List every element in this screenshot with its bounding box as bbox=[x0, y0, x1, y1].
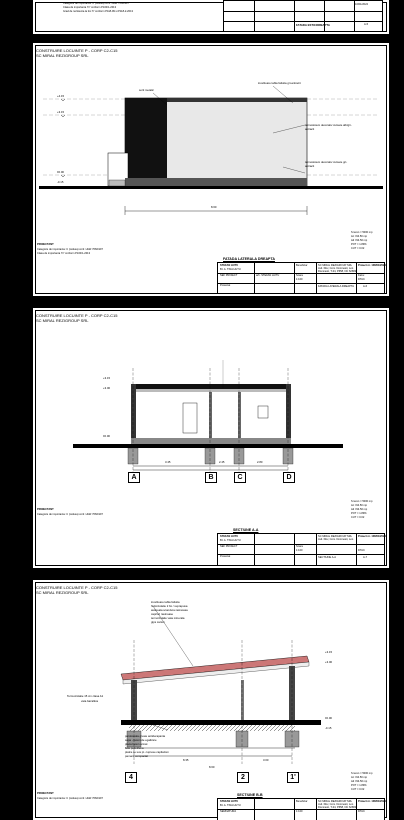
title-block bbox=[217, 262, 385, 294]
axis-bubble-c: C bbox=[234, 472, 246, 483]
legend-line: Grad de rezistenta la foc 'II' conform P118-99 si P118-2-2013 bbox=[63, 10, 133, 13]
area-stat: CUT = 0.02 bbox=[351, 788, 365, 791]
team-heading: PROIECTANT bbox=[37, 508, 54, 511]
beneficiary-name: SC MIRAL REZIGROUP SRL bbox=[36, 590, 89, 595]
floor-note: pardoseala gresie antiderapanta bbox=[125, 734, 166, 738]
architect-name: arh. STEFAN HUTU bbox=[256, 274, 280, 277]
floor-note: folie polietilena bbox=[125, 746, 144, 750]
roof-note: termoizolatie vata minerala bbox=[151, 616, 185, 620]
scale-label: Scara bbox=[296, 274, 303, 277]
level-mark: +3.00 bbox=[325, 660, 333, 664]
dimension: 8.35 bbox=[183, 758, 189, 762]
beneficiary-name: SC MIRAL REZIGROUP SRL bbox=[36, 53, 89, 58]
axis-bubble-4: 4 bbox=[125, 772, 137, 783]
dimension: 3.45 bbox=[165, 460, 171, 464]
role-label: SEF PROIECT bbox=[220, 545, 238, 548]
legend-line: Clasa de importanta 'IV' conform P100/1-2013 bbox=[37, 252, 91, 255]
level-mark: +4.15 bbox=[57, 94, 65, 98]
drawing-title: FATADA LATERALA DREAPTA bbox=[223, 257, 275, 261]
insulation-note: vata bazaltica bbox=[81, 699, 99, 703]
beneficiary-label: Beneficiar bbox=[296, 800, 308, 803]
facade-drawing bbox=[33, 43, 389, 296]
project-title: CONSTRUIRE LOCUINTE P - CORP C2-C15 bbox=[36, 313, 118, 318]
level-mark: ±0.00 bbox=[57, 170, 64, 174]
drawing-sheet-sectiune-bb bbox=[33, 580, 389, 820]
area-stat: Ad =94.50 mp bbox=[351, 780, 368, 783]
scale-value: 1:100 bbox=[296, 810, 303, 813]
dimension-width: 8.60 bbox=[211, 205, 217, 209]
sheet-number: A-6 bbox=[363, 285, 368, 288]
drawing-ref: SECTIUNE A-A bbox=[318, 556, 337, 559]
floor-note: pamant compactat bbox=[125, 754, 149, 758]
roof-note: invelitoare tabla faltuita bbox=[151, 600, 180, 604]
role-label: Proiectat bbox=[220, 555, 231, 558]
area-stat: POT = 1.89% bbox=[351, 784, 367, 787]
drawing-title: FATADA ESTIC/DREAPTA bbox=[296, 23, 330, 27]
area-stat: Ac =94.50 mp bbox=[351, 504, 368, 507]
insulation-note: Termoizolatie 15 cm clasa A1 bbox=[67, 694, 104, 698]
level-mark: ±0.00 bbox=[103, 434, 110, 438]
floor-note: piatra de sus pt. cuprese capilarism bbox=[125, 750, 169, 754]
level-mark: -0.15 bbox=[103, 444, 110, 448]
dimension: 3.00 bbox=[263, 758, 269, 762]
beneficiary-name: SC MIRAL REZIGROUP SRL bbox=[36, 318, 89, 323]
sheet-number: A-7 bbox=[363, 556, 368, 559]
area-stat: S teren = 5000 mp bbox=[351, 231, 373, 234]
axis-bubble-d: D bbox=[283, 472, 295, 483]
drawing-title: SECTIUNE B-B bbox=[237, 793, 263, 797]
designer-name: STEFAN HUTU bbox=[220, 264, 239, 267]
level-mark: +3.15 bbox=[103, 376, 111, 380]
role-label: SEF PROIECT bbox=[220, 274, 238, 277]
area-stat: POT = 1.89% bbox=[351, 243, 367, 246]
title-block bbox=[223, 0, 383, 32]
address: Jud. Ilfov, Com. Domnesti, Loc. bbox=[318, 267, 354, 270]
level-mark: +3.15 bbox=[325, 650, 333, 654]
level-mark: +3.00 bbox=[103, 386, 111, 390]
level-mark: +3.15 bbox=[57, 110, 65, 114]
level-mark: ±0.00 bbox=[325, 716, 332, 720]
project-date: 10/01/2024 bbox=[355, 3, 368, 6]
phase-value: DTAC bbox=[358, 810, 365, 813]
area-stat: S teren = 5000 mp bbox=[351, 500, 373, 503]
project-title: CONSTRUIRE LOCUINTE P - CORP C2-C15 bbox=[36, 48, 118, 53]
drawing-sheet-fatada-laterala bbox=[33, 43, 389, 296]
beneficiary-label: Beneficiar bbox=[296, 264, 308, 267]
area-stat: Ac =94.50 mp bbox=[351, 235, 368, 238]
area-stat: POT = 1.89% bbox=[351, 512, 367, 515]
address: Jud. Ilfov, Com. Domnesti, Loc. bbox=[318, 803, 354, 806]
drawing-sheet-sectiune-aa bbox=[33, 308, 389, 568]
client-name: SC MIRAL REZIGROUP SRL bbox=[318, 264, 353, 267]
title-block bbox=[217, 533, 385, 566]
client-name: SC MIRAL REZIGROUP SRL bbox=[318, 800, 353, 803]
legend-line: Categorie de importanta: C (redusa) conf. HGR 766/1997 bbox=[63, 2, 129, 5]
annotation-thermal-1: termosistem decorativ culoare alb/gri-antracit bbox=[305, 123, 352, 131]
address: Domnesti, T-34, P658, NC 62682 bbox=[318, 806, 357, 809]
annotation-metal-cornice: sorti metalic bbox=[139, 88, 154, 92]
legend-line: Categorie de importanta: C (redusa) conf. HGR 766/1997 bbox=[37, 513, 103, 516]
level-mark: -0.15 bbox=[57, 180, 64, 184]
roof-note: hidroizolatie 2 foi / suprapusa bbox=[151, 604, 188, 608]
legend-line: Clasa de importanta 'IV' conform P100/1-2013 bbox=[63, 6, 117, 9]
axis-bubble-a: A bbox=[128, 472, 140, 483]
annotation-roofing: invelitoare tabla faltuita gri-antracit bbox=[258, 81, 301, 85]
project-number: Proiect nr. 108/01/2024 bbox=[358, 264, 386, 267]
designer-firm: B.I.A. TINA HUTU bbox=[220, 804, 241, 807]
dimension: 2.80 bbox=[257, 460, 263, 464]
roof-note: gips carton bbox=[151, 620, 165, 624]
sheet-number: A-5 bbox=[364, 23, 369, 26]
axis-bubble-2: 2 bbox=[237, 772, 249, 783]
legend-line: Categorie de importanta: C (redusa) conf. HGR 766/1997 bbox=[37, 248, 103, 251]
area-stat: Ad =94.50 mp bbox=[351, 239, 368, 242]
section-aa-drawing bbox=[33, 308, 389, 568]
dimension-total: 8.60 bbox=[209, 765, 215, 769]
designer-firm: B.I.A. TINA HUTU bbox=[220, 268, 241, 271]
project-number: Proiect nr. 108/01/2024 bbox=[358, 800, 386, 803]
title-block bbox=[217, 798, 385, 820]
legend-line: Categorie de importanta: C (redusa) conf. HGR 766/1997 bbox=[37, 797, 103, 800]
phase-value: DTAC bbox=[358, 549, 365, 552]
area-stat: Ad =94.50 mp bbox=[351, 508, 368, 511]
designer-firm: B.I.A. TINA HUTU bbox=[220, 539, 241, 542]
drawing-ref: FATADA LATERALA DREAPTA bbox=[318, 285, 354, 288]
phase-value: DTAC bbox=[358, 278, 365, 281]
dimension: 2.45 bbox=[219, 460, 225, 464]
floor-note: sapa - beton de egalizare bbox=[125, 738, 157, 742]
address: Jud. Ilfov, Com. Domnesti, Loc. bbox=[318, 538, 354, 541]
phase-label: Faza: bbox=[358, 274, 365, 277]
project-title: CONSTRUIRE LOCUINTE P - CORP C2-C15 bbox=[36, 585, 118, 590]
team-heading: PROIECTANT bbox=[37, 792, 54, 795]
area-stat: CUT = 0.02 bbox=[351, 247, 365, 250]
roof-note: astereala scandura rasinoasa bbox=[151, 608, 188, 612]
annotation-thermal-2: termosistem decorativ culoare gri-antracit bbox=[305, 160, 348, 168]
address: Domnesti, T-34, P658, NC 62682 bbox=[318, 270, 357, 273]
axis-bubble-1prime: 1' bbox=[287, 772, 299, 783]
role-label: SEMNATURA bbox=[220, 810, 237, 813]
role-label: Proiectat bbox=[220, 284, 231, 287]
level-mark: -0.15 bbox=[325, 726, 332, 730]
axis-bubble-b: B bbox=[205, 472, 217, 483]
roof-note: capriori rasinoase bbox=[151, 612, 174, 616]
scale-label: Scara bbox=[296, 545, 303, 548]
area-stat: CUT = 0.02 bbox=[351, 516, 365, 519]
drawing-title: SECTIUNE A-A bbox=[233, 528, 259, 532]
designer-name: STEFAN HUTU bbox=[220, 800, 239, 803]
scale-value: 1:100 bbox=[296, 278, 303, 281]
floor-note: placa beton armat bbox=[125, 742, 148, 746]
scale-value: 1:100 bbox=[296, 549, 303, 552]
drawing-sheet-fatada-estic bbox=[33, 0, 389, 34]
team-heading: PROIECTANT bbox=[37, 243, 54, 246]
area-stat: Ac =94.50 mp bbox=[351, 776, 368, 779]
designer-name: STEFAN HUTU bbox=[220, 535, 239, 538]
client-name: SC MIRAL REZIGROUP SRL bbox=[318, 535, 353, 538]
project-number: Proiect nr. 108/01/2024 bbox=[358, 535, 386, 538]
area-stat: S teren = 5000 mp bbox=[351, 772, 373, 775]
